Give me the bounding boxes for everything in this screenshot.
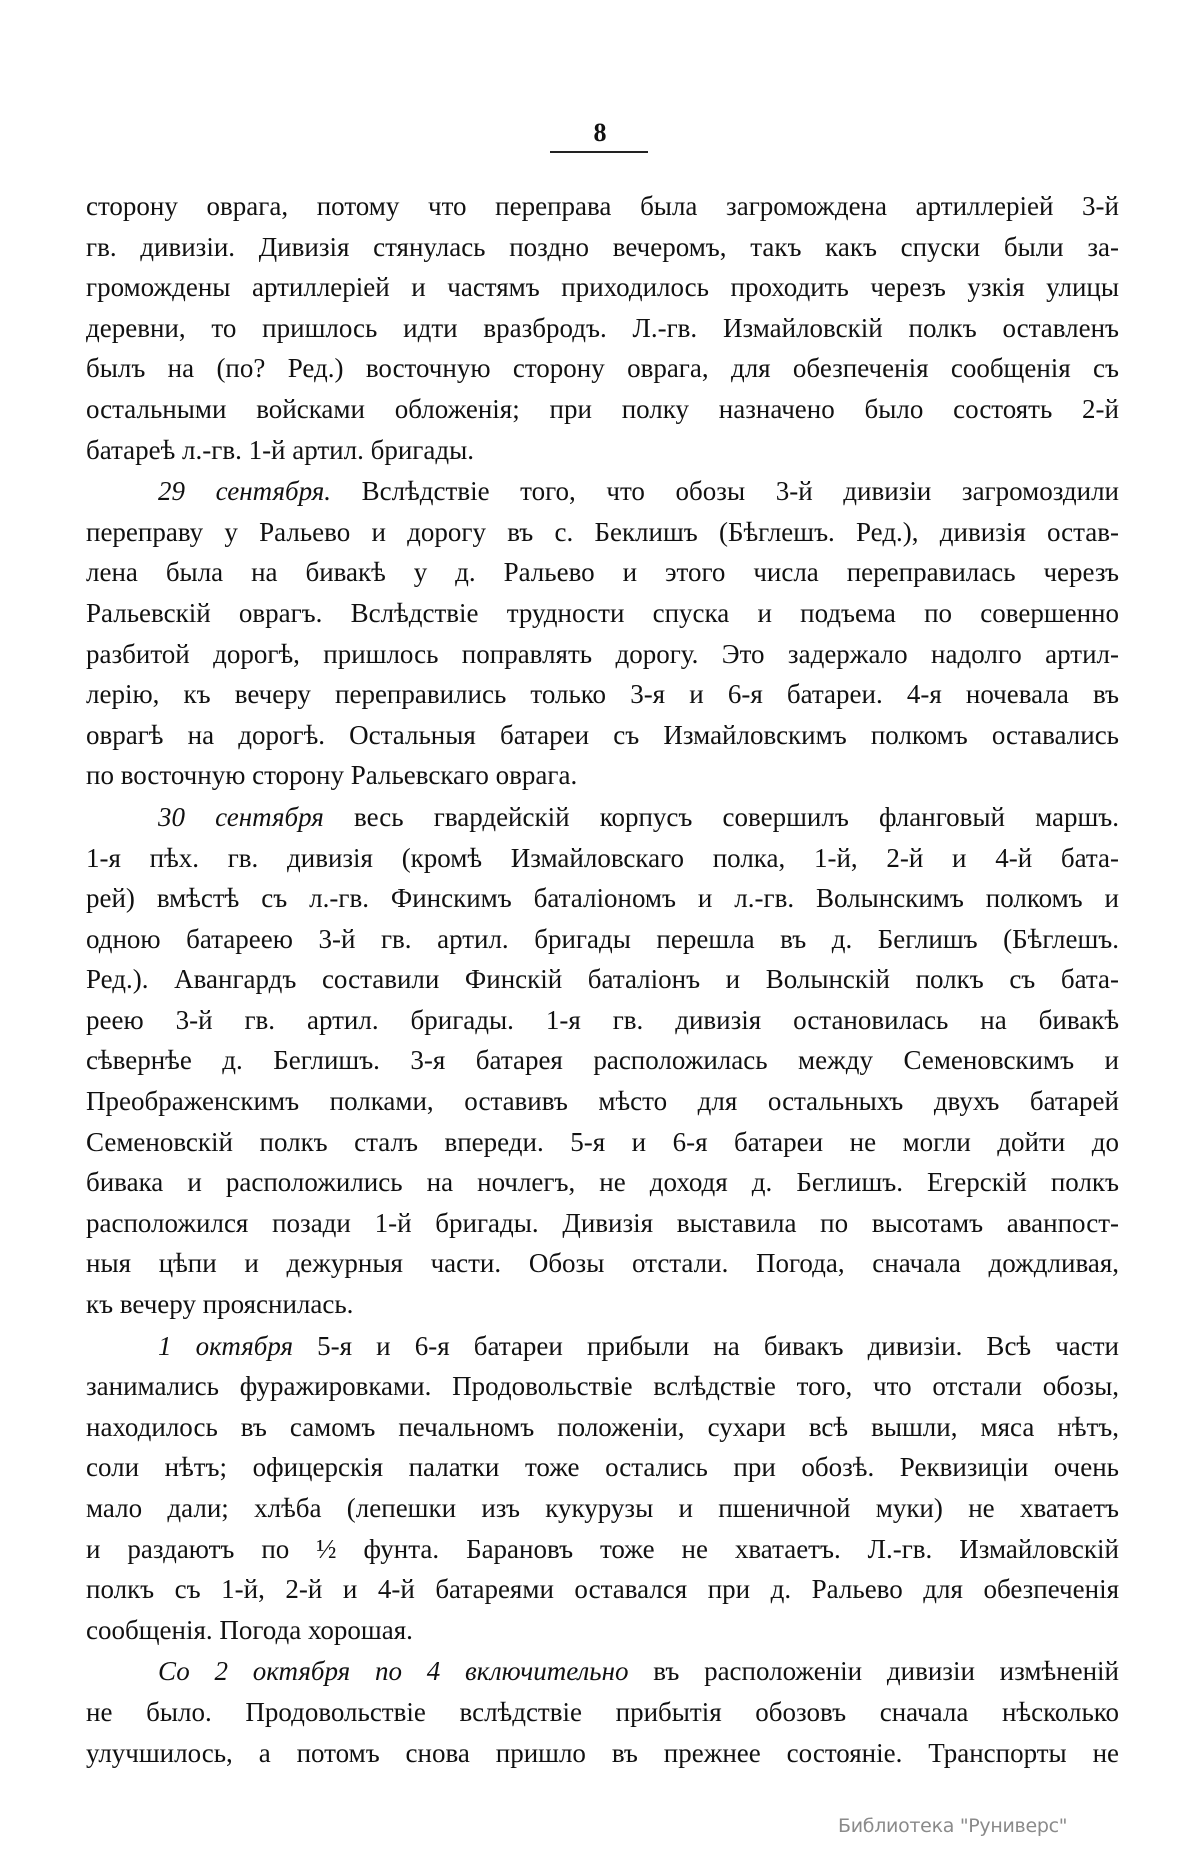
text-line xyxy=(86,1040,1119,1081)
text-line xyxy=(86,674,1119,715)
line-text: разбитой дорогѣ, пришлось поправлять дорогу. Это задержало надолго артил- xyxy=(86,638,1119,669)
line-text: остальными войсками обложенія; при полку назначено было состоять 2-й xyxy=(86,393,1119,424)
date-heading: Со 2 октября по 4 включительно xyxy=(158,1656,629,1687)
text-line xyxy=(86,1610,1119,1651)
text-line xyxy=(86,1733,1119,1774)
line-text: сѣвернѣе д. Беглишъ. 3-я батарея расположилась между Семеновскимъ и xyxy=(86,1045,1119,1076)
paragraph xyxy=(86,1651,1119,1773)
line-text: находилось въ самомъ печальномъ положеніи, сухари всѣ вышли, мяса нѣтъ, xyxy=(86,1411,1119,1442)
line-text: переправу у Ральево и дорогу въ с. Беклишъ (Бѣглешъ. Ред.), дивизія остав- xyxy=(86,516,1119,547)
text-line xyxy=(86,1529,1119,1570)
text-line xyxy=(86,1569,1119,1610)
text-line xyxy=(86,797,1119,838)
text-line xyxy=(86,348,1119,389)
paragraph xyxy=(86,471,1119,796)
text-line xyxy=(86,755,1119,796)
text-line xyxy=(86,838,1119,879)
line-text: Вслѣдствіе того, что обозы 3-й дивизіи загромоздили xyxy=(331,476,1119,507)
line-text: по восточную сторону Ральевскаго оврага. xyxy=(86,760,578,791)
text-line xyxy=(86,1326,1119,1367)
line-text: не было. Продовольствіе вслѣдствіе прибытія обозовъ сначала нѣсколько xyxy=(86,1696,1119,1727)
line-text: расположился позади 1-й бригады. Дивизія выставила по высотамъ аванпост- xyxy=(86,1207,1119,1238)
date-heading: 1 октября xyxy=(158,1330,294,1361)
line-text: занимались фуражировками. Продовольствіе вслѣдствіе того, что отстали обозы, xyxy=(86,1371,1119,1402)
line-text: улучшилось, а потомъ снова пришло въ прежнее состояніе. Транспорты не xyxy=(86,1737,1119,1768)
line-text: реею 3-й гв. артил. бригады. 1-я гв. дивизія остановилась на бивакѣ xyxy=(86,1004,1119,1035)
text-line xyxy=(86,552,1119,593)
line-text: 1-я пѣх. гв. дивизія (кромѣ Измайловскаго полка, 1-й, 2-й и 4-й бата- xyxy=(86,842,1119,873)
text-line xyxy=(86,878,1119,919)
text-line xyxy=(86,430,1119,471)
date-heading: 30 сентября xyxy=(158,801,324,832)
line-text: громождены артиллеріей и частямъ приходилось проходить черезъ узкія улицы xyxy=(86,272,1119,303)
line-text: Ред.). Авангардъ составили Финскій баталіонъ и Волынскій полкъ съ бата- xyxy=(86,964,1119,995)
line-text: 5-я и 6-я батареи прибыли на бивакъ дивизіи. Всѣ части xyxy=(293,1330,1119,1361)
paragraph xyxy=(86,797,1119,1325)
text-line xyxy=(86,593,1119,634)
text-line xyxy=(86,1488,1119,1529)
text-line xyxy=(86,1000,1119,1041)
line-text: и раздаютъ по ½ фунта. Барановъ тоже не хватаетъ. Л.-гв. Измайловскій xyxy=(86,1533,1119,1564)
line-text: мало дали; хлѣба (лепешки изъ кукурузы и пшеничной муки) не хватаетъ xyxy=(86,1493,1119,1523)
text-line xyxy=(86,1081,1119,1122)
line-text: Ральевскій оврагъ. Вслѣдствіе трудности спуска и подъема по совершенно xyxy=(86,597,1119,628)
text-line xyxy=(86,1692,1119,1733)
line-text: сторону оврага, потому что переправа была загромождена артиллеріей 3-й xyxy=(86,191,1119,221)
line-text: батареѣ л.-гв. 1-й артил. бригады. xyxy=(86,434,474,465)
line-text: полкъ съ 1-й, 2-й и 4-й батареями оставался при д. Ральево для обезпеченія xyxy=(86,1574,1119,1605)
text-line xyxy=(86,471,1119,512)
text-line xyxy=(86,1447,1119,1488)
page-number: 8 xyxy=(593,118,607,147)
line-text: одною батареею 3-й гв. артил. бригады перешла въ д. Беглишъ (Бѣглешъ. xyxy=(86,923,1119,954)
text-line xyxy=(86,1366,1119,1407)
line-text: Семеновскій полкъ сталъ впереди. 5-я и 6-я батареи не могли дойти до xyxy=(86,1126,1119,1157)
paragraph xyxy=(86,1326,1119,1651)
text-line xyxy=(86,186,1119,227)
text-line xyxy=(86,267,1119,308)
line-text: въ расположеніи дивизіи измѣненій xyxy=(628,1656,1119,1687)
text-line xyxy=(86,1284,1119,1325)
text-line xyxy=(86,919,1119,960)
text-line xyxy=(86,1203,1119,1244)
line-text: лерію, къ вечеру переправились только 3-я и 6-я батареи. 4-я ночевала въ xyxy=(86,679,1119,710)
line-text: весь гвардейскій корпусъ совершилъ фланговый маршъ. xyxy=(323,801,1119,832)
text-line xyxy=(86,512,1119,553)
line-text: Преображенскимъ полками, оставивъ мѣсто для остальныхъ двухъ батарей xyxy=(86,1086,1119,1117)
body-text xyxy=(86,186,1119,1774)
text-line xyxy=(86,389,1119,430)
line-text: рей) вмѣстѣ съ л.-гв. Финскимъ баталіономъ и л.-гв. Волынскимъ полкомъ и xyxy=(86,883,1119,914)
line-text: бивака и расположились на ночлегъ, не доходя д. Беглишъ. Егерскій полкъ xyxy=(86,1167,1119,1198)
line-text: гв. дивизіи. Дивизія стянулась поздно вечеромъ, такъ какъ спуски были за- xyxy=(86,231,1119,262)
text-line xyxy=(86,1243,1119,1284)
text-line xyxy=(86,1407,1119,1448)
text-line xyxy=(86,308,1119,349)
library-watermark: Библиотека "Руниверс" xyxy=(838,1815,1068,1837)
line-text: деревни, то пришлось идти вразбродъ. Л.-гв. Измайловскій полкъ оставленъ xyxy=(86,312,1119,343)
text-line xyxy=(86,959,1119,1000)
text-line xyxy=(86,715,1119,756)
text-line xyxy=(86,1651,1119,1692)
line-text: ныя цѣпи и дежурныя части. Обозы отстали. Погода, сначала дождливая, xyxy=(86,1248,1119,1279)
text-line xyxy=(86,1162,1119,1203)
date-heading: 29 сентября. xyxy=(158,476,332,507)
page-number-rule xyxy=(550,151,648,153)
text-line xyxy=(86,227,1119,268)
line-text: сообщенія. Погода хорошая. xyxy=(86,1614,413,1645)
paragraph xyxy=(86,186,1119,470)
text-line xyxy=(86,634,1119,675)
text-line xyxy=(86,1122,1119,1163)
line-text: лена была на бивакѣ у д. Ральево и этого числа переправилась черезъ xyxy=(86,557,1119,588)
line-text: соли нѣтъ; офицерскія палатки тоже остались при обозѣ. Реквизиціи очень xyxy=(86,1452,1119,1483)
line-text: къ вечеру прояснилась. xyxy=(86,1289,354,1320)
line-text: былъ на (по? Ред.) восточную сторону оврага, для обезпеченія сообщенія съ xyxy=(86,353,1119,384)
line-text: оврагѣ на дорогѣ. Остальныя батареи съ Измайловскимъ полкомъ оставались xyxy=(86,719,1119,750)
